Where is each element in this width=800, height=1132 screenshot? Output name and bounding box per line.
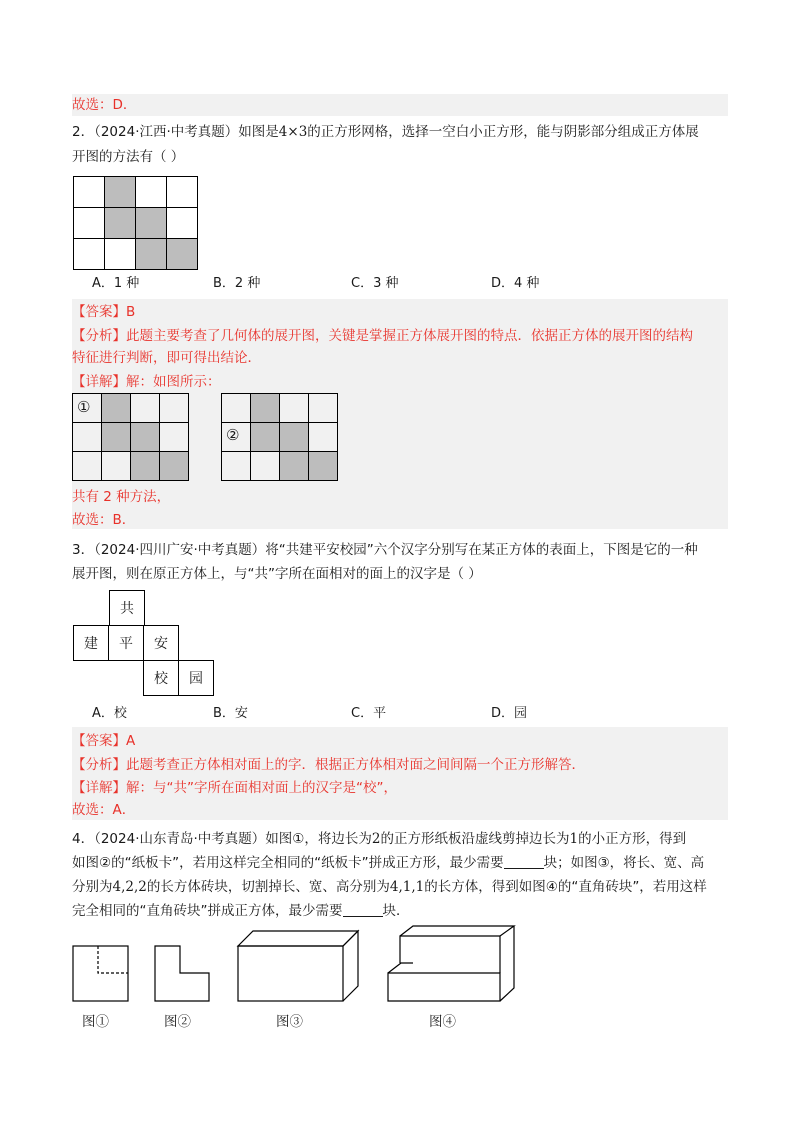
q2-answer: 【答案】B	[72, 304, 136, 320]
q2-source: （2024·江西·中考真题）	[94, 124, 239, 140]
q4-number: 4．	[72, 831, 95, 847]
net-face-gong: 共	[109, 590, 145, 626]
q2-option-a: A．1 种	[92, 276, 140, 291]
fig2-card	[155, 946, 209, 1001]
fig3-caption: 图③	[276, 1014, 303, 1030]
q3-answer: 【答案】A	[72, 733, 136, 749]
q3-analysis: 【分析】此题考查正方体相对面上的字．根据正方体相对面之间间隔一个正方形解答．	[72, 757, 585, 773]
q2-figure-1-label: ①	[77, 398, 91, 416]
net-face-jian: 建	[73, 625, 109, 661]
q2-option-b: B．2 种	[213, 276, 261, 291]
q3-detail: 【详解】解：与“共”字所在面相对面上的汉字是“校”，	[72, 780, 397, 796]
q2-stem-line1: 2．（2024·江西·中考真题）如图是4×3的正方形网格，选择一空白小正方形，能与阴影部分组成正方体展	[72, 124, 699, 140]
q3-option-c: C．平	[351, 706, 387, 721]
q3-conclusion: 故选：A．	[72, 802, 136, 818]
q3-option-a: A．校	[92, 706, 127, 721]
q2-conclusion: 故选：B．	[72, 512, 136, 528]
fig2-caption: 图②	[164, 1014, 191, 1030]
net-face-xiao: 校	[143, 660, 179, 696]
q2-grid-size: 4×3	[278, 124, 308, 140]
q3-stem-line1: 3．（2024·四川广安·中考真题）将“共建平安校园”六个汉字分别写在某正方体的表面上，下图是它的一种	[72, 542, 698, 558]
q4-source: （2024·山东青岛·中考真题）	[94, 831, 266, 847]
fig1-dashed-cut	[98, 946, 128, 973]
q2-total: 共有 2 种方法，	[72, 489, 171, 505]
fig4-l-brick	[388, 926, 514, 1001]
q3-stem-line2: 展开图，则在原正方体上，与“共”字所在面相对的面上的汉字是（ ）	[72, 566, 482, 582]
q2-detail: 【详解】解：如图所示：	[72, 374, 221, 390]
q4-stem-line1: 4．（2024·山东青岛·中考真题）如图①，将边长为2的正方形纸板沿虚线剪掉边长为1的小正方形，得到	[72, 831, 687, 847]
q2-figure-2-label: ②	[226, 426, 240, 444]
fig1-caption: 图①	[82, 1014, 109, 1030]
net-face-an: 安	[143, 625, 179, 661]
fig4-caption: 图④	[429, 1014, 456, 1030]
q3-option-d: D．园	[491, 706, 528, 721]
q4-stem-line4: 完全相同的“直角砖块”拼成正方体，最少需要 块．	[72, 903, 410, 919]
q2-number: 2．	[72, 124, 95, 140]
q2-option-d: D．4 种	[491, 276, 540, 291]
q2-stem-line2: 开图的方法有（ ）	[72, 149, 185, 165]
fig3-brick	[238, 931, 358, 1001]
q2-analysis-line1: 【分析】此题主要考查了几何体的展开图，关键是掌握正方体展开图的特点．依据正方体的展开图的结构	[72, 328, 693, 344]
q2-option-c: C．3 种	[351, 276, 399, 291]
q1-conclusion: 故选：D．	[72, 97, 137, 113]
q4-dims-brick: 4,2,2	[112, 879, 147, 895]
q2-analysis-line2: 特征进行判断，即可得出结论．	[72, 350, 261, 366]
q4-stem-line2: 如图②的“纸板卡”，若用这样完全相同的“纸板卡”拼成正方形，最少需要 块；如图③，将长、宽、高	[72, 855, 705, 871]
q4-stem-line3: 分别为4,2,2的长方体砖块，切割掉长、宽、高分别为4,1,1的长方体，得到如图④的“直角砖块”，若用这样	[72, 879, 707, 895]
net-face-ping: 平	[108, 625, 144, 661]
q3-source: （2024·四川广安·中考真题）	[94, 542, 266, 558]
fig1-square	[73, 946, 128, 1001]
q4-dims-cut: 4,1,1	[389, 879, 425, 895]
net-face-yuan: 园	[178, 660, 214, 696]
q3-number: 3．	[72, 542, 95, 558]
q3-option-b: B．安	[213, 706, 248, 721]
